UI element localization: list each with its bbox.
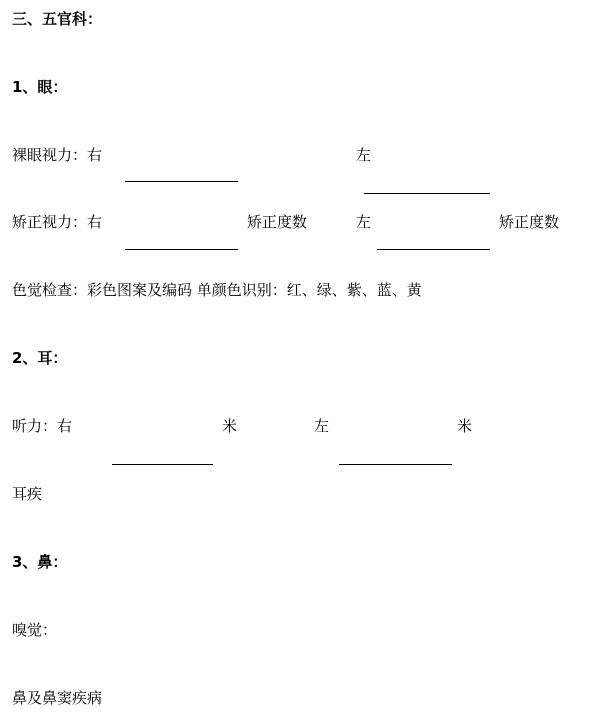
corrected-vision-left-blank[interactable] (377, 249, 490, 250)
corrected-degree-right-label: 矫正度数 (247, 213, 308, 231)
section-title: 三、五官科： (12, 10, 103, 28)
hearing-unit-right: 米 (222, 417, 238, 435)
ear-heading: 2、耳： (12, 349, 68, 367)
hearing-left-label: 左 (314, 417, 330, 435)
corrected-vision-left-label: 左 (356, 213, 372, 231)
color-vision-text: 色觉检查：彩色图案及编码 单颜色识别：红、绿、紫、蓝、黄 (12, 281, 422, 299)
eye-heading: 1、眼： (12, 78, 68, 96)
hearing-right-blank[interactable] (112, 464, 213, 465)
naked-vision-left-blank[interactable] (364, 193, 490, 194)
smell-label: 嗅觉： (12, 621, 58, 639)
corrected-vision-label: 矫正视力：右 (12, 213, 103, 231)
hearing-left-blank[interactable] (339, 464, 452, 465)
naked-vision-label: 裸眼视力：右 (12, 146, 103, 164)
hearing-label: 听力：右 (12, 417, 73, 435)
nose-heading: 3、鼻： (12, 553, 68, 571)
ear-disease-label: 耳疾 (12, 485, 43, 503)
nose-sinus-disease-label: 鼻及鼻窦疾病 (12, 689, 103, 707)
hearing-unit-left: 米 (457, 417, 473, 435)
naked-vision-left-label: 左 (356, 146, 372, 164)
corrected-degree-left-label: 矫正度数 (499, 213, 560, 231)
naked-vision-right-blank[interactable] (125, 181, 238, 182)
corrected-vision-right-blank[interactable] (125, 249, 238, 250)
